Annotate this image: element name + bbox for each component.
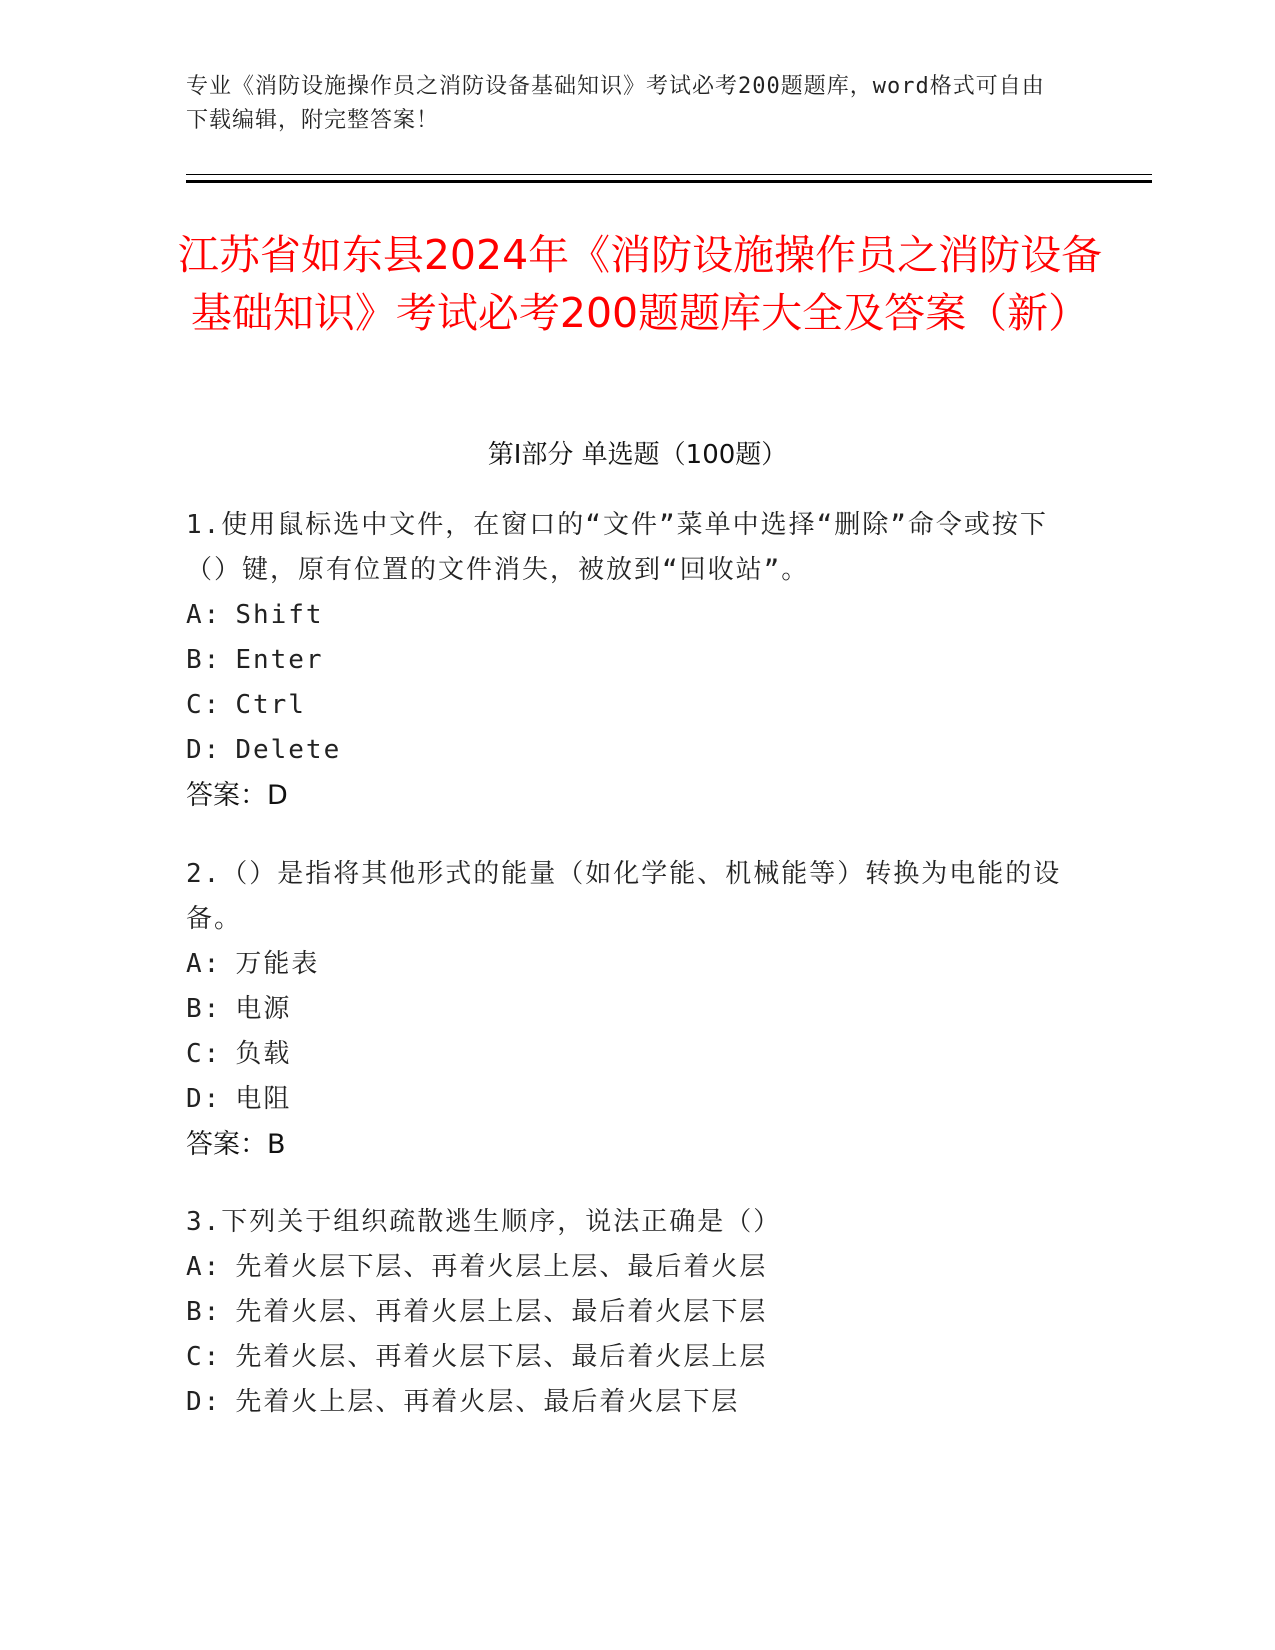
option-d <box>186 728 1066 773</box>
option-letter: D: <box>186 735 222 765</box>
option-text: Shift <box>235 600 324 630</box>
option-letter: D: <box>186 1084 222 1114</box>
option-letter: A: <box>186 600 222 630</box>
option-text: 先着火上层、再着火层、最后着火层下层 <box>235 1387 740 1417</box>
option-a <box>186 1245 1066 1290</box>
option-text: 负载 <box>235 1039 292 1069</box>
option-text: 电源 <box>235 994 292 1024</box>
option-text: 电阻 <box>235 1084 292 1114</box>
option-b <box>186 987 1066 1032</box>
option-c <box>186 683 1066 728</box>
section-heading: 第I部分 单选题（100题） <box>487 440 788 470</box>
option-letter: D: <box>186 1387 222 1417</box>
option-text: 先着火层、再着火层上层、最后着火层下层 <box>235 1297 768 1327</box>
option-text: Ctrl <box>235 690 306 720</box>
question-1 <box>186 503 1066 818</box>
option-letter: C: <box>186 1039 222 1069</box>
option-text: 先着火层、再着火层下层、最后着火层上层 <box>235 1342 768 1372</box>
question-3 <box>186 1200 1066 1425</box>
question-stem: 3.下列关于组织疏散逃生顺序，说法正确是（） <box>186 1207 782 1237</box>
option-text: 万能表 <box>235 949 320 979</box>
header-note: 专业《消防设施操作员之消防设备基础知识》考试必考200题题库，word格式可自由下载编辑，附完整答案！ <box>186 74 1045 133</box>
document-title: 江苏省如东县2024年《消防设施操作员之消防设备基础知识》考试必考200题题库大全及答案（新） <box>177 231 1103 337</box>
option-text: 先着火层下层、再着火层上层、最后着火层 <box>235 1252 768 1282</box>
option-a <box>186 593 1066 638</box>
option-a <box>186 942 1066 987</box>
option-c <box>186 1032 1066 1077</box>
option-d <box>186 1077 1066 1122</box>
option-letter: B: <box>186 1297 222 1327</box>
answer-line: 答案：B <box>186 1129 286 1160</box>
option-c <box>186 1335 1066 1380</box>
option-text: Enter <box>235 645 324 675</box>
option-d <box>186 1380 1066 1425</box>
option-letter: B: <box>186 645 222 675</box>
header-divider-thin <box>186 174 1152 175</box>
option-text: Delete <box>235 735 342 765</box>
option-letter: B: <box>186 994 222 1024</box>
question-stem: 1.使用鼠标选中文件，在窗口的“文件”菜单中选择“删除”命令或按下（）键，原有位置的文件消失，被放到“回收站”。 <box>186 510 1048 585</box>
question-stem: 2.（）是指将其他形式的能量（如化学能、机械能等）转换为电能的设备。 <box>186 859 1062 934</box>
option-letter: C: <box>186 690 222 720</box>
option-letter: C: <box>186 1342 222 1372</box>
question-2 <box>186 852 1066 1167</box>
option-letter: A: <box>186 949 222 979</box>
answer-line: 答案：D <box>186 780 288 811</box>
header-divider-thick <box>186 180 1152 183</box>
option-letter: A: <box>186 1252 222 1282</box>
option-b <box>186 1290 1066 1335</box>
option-b <box>186 638 1066 683</box>
